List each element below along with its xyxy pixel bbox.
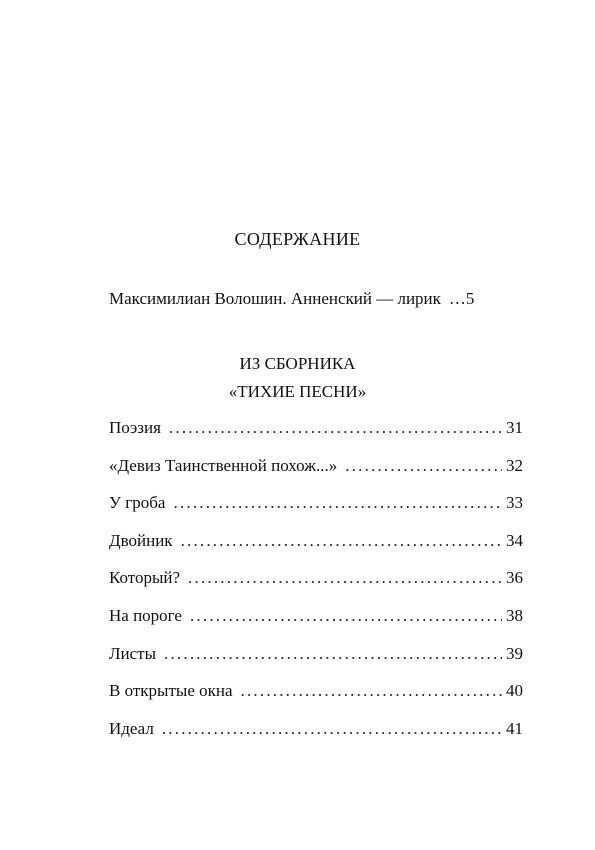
toc-leader-dots (173, 493, 502, 513)
toc-entry-title: В открытые окна (109, 681, 233, 701)
toc-entry (109, 493, 523, 531)
toc-leader-dots (162, 719, 502, 739)
toc-list (109, 418, 523, 756)
section-heading-line-1: ИЗ СБОРНИКА (239, 354, 356, 373)
toc-entry (109, 719, 523, 757)
toc-leader-dots (241, 681, 502, 701)
toc-entry-page: 38 (506, 605, 523, 625)
toc-leader-dots (190, 606, 502, 626)
toc-entry-page: 34 (506, 530, 523, 550)
toc-entry-title: Листы (109, 643, 157, 663)
toc-entry-page: 39 (506, 643, 523, 663)
toc-entry-page: 41 (506, 718, 523, 738)
toc-entry-title: У гроба (109, 493, 166, 513)
toc-entry-page: 32 (506, 455, 523, 475)
section-heading-line-2: «ТИХИЕ ПЕСНИ» (228, 382, 367, 401)
intro-entry-page: 5 (465, 289, 475, 308)
toc-entry-title: Поэзия (109, 418, 161, 437)
toc-entry (109, 418, 523, 456)
toc-entry-title: На пороге (109, 605, 182, 625)
page-title: СОДЕРЖАНИЕ (234, 229, 361, 249)
toc-leader-dots (188, 568, 502, 588)
toc-entry (109, 568, 523, 606)
toc-entry-page: 36 (506, 568, 523, 588)
intro-entry (109, 289, 523, 309)
toc-entry-title: Идеал (109, 718, 154, 738)
toc-entry-title: Двойник (109, 530, 173, 550)
intro-entry-title: Максимилиан Волошин. Анненский — лирик (109, 289, 441, 308)
toc-leader-dots (345, 456, 502, 476)
toc-leader-dots (181, 531, 502, 551)
intro-entry-leader: … (448, 289, 466, 308)
toc-entry-page: 40 (506, 681, 523, 701)
section-heading (0, 350, 595, 406)
toc-leader-dots (164, 644, 502, 664)
toc-entry (109, 456, 523, 494)
toc-entry-page: 33 (506, 493, 523, 513)
toc-entry (109, 531, 523, 569)
toc-entry (109, 644, 523, 682)
toc-entry (109, 606, 523, 644)
toc-entry-page: 31 (506, 418, 523, 437)
toc-entry-title: «Девиз Таинственной похож...» (109, 455, 338, 475)
toc-entry-title: Который? (109, 568, 181, 588)
toc-leader-dots (169, 418, 502, 438)
toc-entry (109, 681, 523, 719)
